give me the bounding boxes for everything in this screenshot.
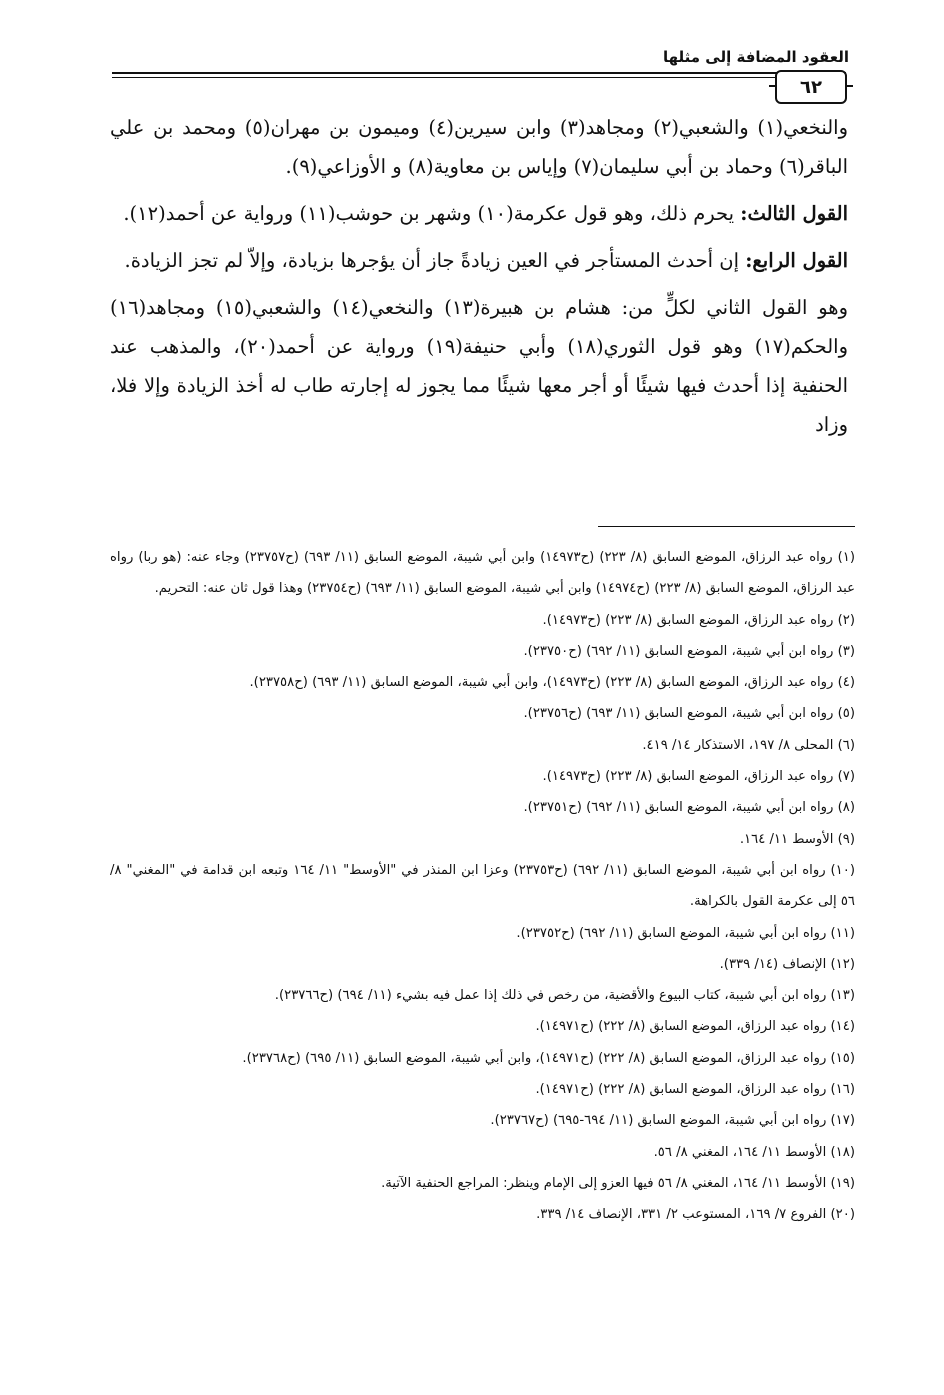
header-rule (112, 72, 846, 78)
paragraph-1-text: والنخعي(١) والشعبي(٢) ومجاهد(٣) وابن سيرين(٤) وميمون بن مهران(٥) ومحمد بن علي الباقر(٦) وحماد بن أبي سليمان(٧) وإياس بن معاوية(٨) و الأوزاعي(٩). (110, 116, 848, 178)
footnote-item: (٧) رواه عبد الرزاق، الموضع السابق (٨/ ٢٢٣) (ح١٤٩٧٣). (542, 769, 855, 785)
footnote-item: (٩) الأوسط ١١/ ١٦٤. (739, 831, 855, 847)
footnotes-list (110, 542, 855, 1231)
footnote-item: (١٢) الإنصاف (١٤/ ٣٣٩). (719, 956, 855, 972)
footnote-item: (١٥) رواه عبد الرزاق، الموضع السابق (٨/ ٢٢٢) (ح١٤٩٧١)، وابن أبي شيبة، الموضع السابق (١١/ ٦٩٥) (ح٢٣٧٦٨). (242, 1050, 855, 1066)
footnote-item: (٢٠) الفروع ٧/ ١٦٩، المستوعب ٢/ ٣٣١، الإنصاف ١٤/ ٣٣٩. (536, 1207, 855, 1223)
paragraph-3 (110, 241, 848, 280)
footnote-item: (١٤) رواه عبد الرزاق، الموضع السابق (٨/ ٢٢٢) (ح١٤٩٧١). (535, 1019, 855, 1035)
footnote-item: (١٩) الأوسط ١١/ ١٦٤، المغني ٨/ ٥٦ فيها العزو إلى الإمام وينظر: المراجع الحنفية الآتية. (381, 1175, 855, 1191)
page-number: ٦٢ (775, 70, 847, 104)
footnote-item: (١١) رواه ابن أبي شيبة، الموضع السابق (١١/ ٦٩٢) (ح٢٣٧٥٢). (516, 925, 855, 941)
footnote-item: (١٧) رواه ابن أبي شيبة، الموضع السابق (١١/ ٦٩٤-٦٩٥) (ح٢٣٧٦٧). (490, 1113, 855, 1129)
footnote-item: (٥) رواه ابن أبي شيبة، الموضع السابق (١١/ ٦٩٣) (ح٢٣٧٥٦). (523, 706, 855, 722)
paragraph-3-heading: القول الرابع: (745, 249, 848, 272)
footnote-item: (٢) رواه عبد الرزاق، الموضع السابق (٨/ ٢٢٣) (ح١٤٩٧٣). (542, 612, 855, 628)
footnote-item: (٤) رواه عبد الرزاق، الموضع السابق (٨/ ٢٢٣) (ح١٤٩٧٣)، وابن أبي شيبة، الموضع السابق (١١/ ٦٩٣) (ح٢٣٧٥٨). (249, 675, 855, 691)
footnote-item: (١٦) رواه عبد الرزاق، الموضع السابق (٨/ ٢٢٢) (ح١٤٩٧١). (535, 1082, 855, 1098)
footnote-item: (١٨) الأوسط ١١/ ١٦٤، المغني ٨/ ٥٦. (653, 1144, 855, 1160)
footnote-separator (598, 526, 855, 527)
paragraph-4-text: وهو القول الثاني لكلٍّ من: هشام بن هبيرة(١٣) والنخعي(١٤) والشعبي(١٥) ومجاهد(١٦) والحكم(١٧) وهو قول الثوري(١٨) وأبي حنيفة(١٩) ورواية عن أحمد(٢٠)، والمذهب عند الحنفية إذا أحدث فيها شيئًا أو أجر معها شيئًا مما يجوز له إجارته طاب له أخذ الزيادة وإلا فلا، وزاد (110, 296, 848, 436)
paragraph-4 (110, 288, 848, 444)
footnote-item: (٣) رواه ابن أبي شيبة، الموضع السابق (١١/ ٦٩٢) (ح٢٣٧٥٠). (523, 643, 855, 659)
footnote-item: (٨) رواه ابن أبي شيبة، الموضع السابق (١١/ ٦٩٢) (ح٢٣٧٥١). (523, 800, 855, 816)
footnote-item: (١٠) رواه ابن أبي شيبة، الموضع السابق (١١/ ٦٩٢) (ح٢٣٧٥٣) وعزا ابن المنذر في "الأوسط" ١١/ ١٦٤ وتبعه ابن قدامة في "المغني" ٨/ ٥٦ إلى عكرمة القول بالكراهة. (110, 862, 855, 910)
paragraph-2 (110, 194, 848, 233)
footnote-item: (١) رواه عبد الرزاق، الموضع السابق (٨/ ٢٢٣) (ح١٤٩٧٣) وابن أبي شيبة، الموضع السابق (١١/ ٦٩٣) (ح٢٣٧٥٧) وجاء عنه: (هو ربا) رواه عبد الرزاق، الموضع السابق (٨/ ٢٢٣) (ح١٤٩٧٤) وابن أبي شيبة، الموضع السابق (١١/ ٦٩٣) (ح٢٣٧٥٤) وهذا قول ثان عنه: التحريم. (110, 550, 855, 597)
paragraph-3-text: إن أحدث المستأجر في العين زيادةً جاز أن يؤجرها بزيادة، وإلاّ لم تجز الزيادة. (124, 249, 746, 272)
paragraph-2-text: يحرم ذلك، وهو قول عكرمة(١٠) وشهر بن حوشب(١١) ورواية عن أحمد(١٢). (123, 202, 741, 225)
footnote-item: (١٣) رواه ابن أبي شيبة، كتاب البيوع والأقضية، من رخص في ذلك إذا عمل فيه بشيء (١١/ ٦٩٤) (ح٢٣٧٦٦). (274, 988, 855, 1004)
paragraph-1 (110, 108, 848, 186)
main-text (110, 108, 848, 452)
running-title: العقود المضافة إلى مثلها (663, 48, 849, 66)
paragraph-2-heading: القول الثالث: (740, 202, 848, 225)
footnote-item: (٦) المحلى ٨/ ١٩٧، الاستذكار ١٤/ ٤١٩. (642, 737, 855, 753)
